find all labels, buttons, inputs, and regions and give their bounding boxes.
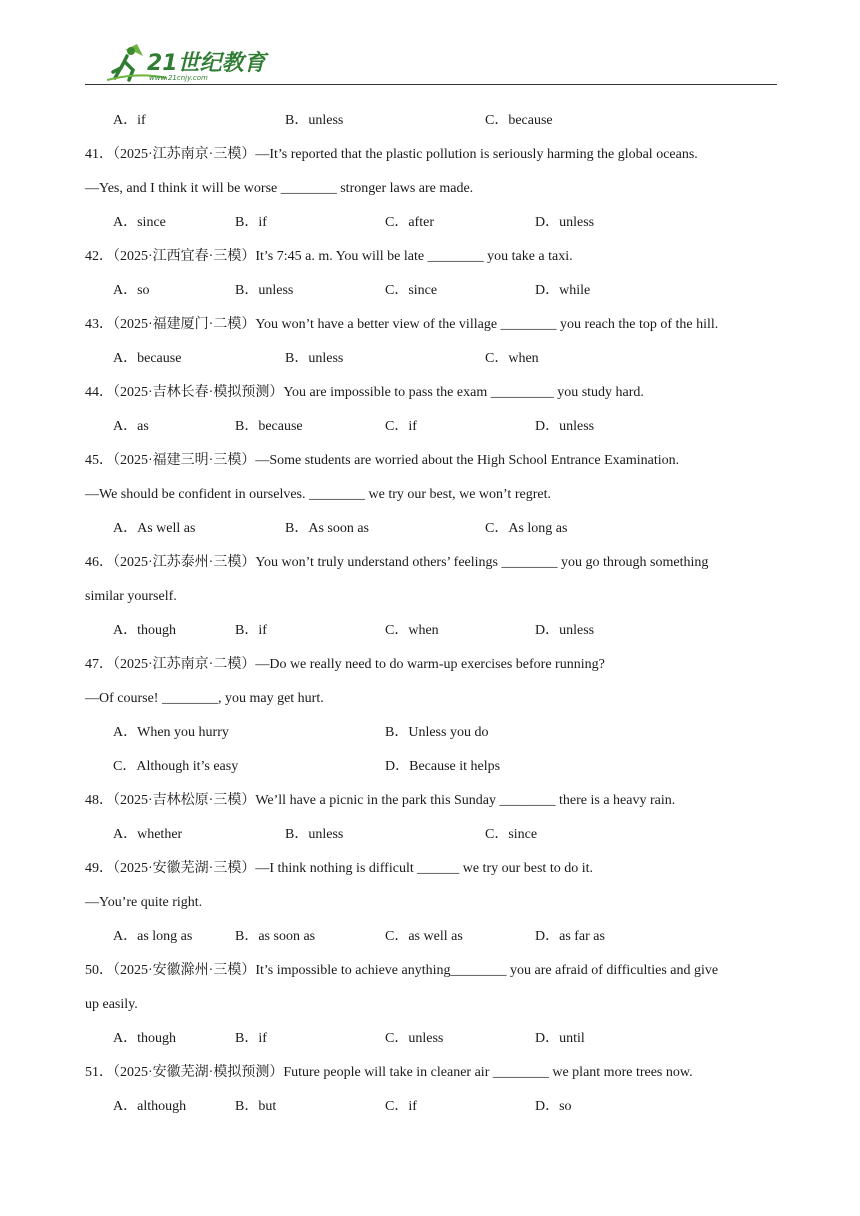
question-stem: 49．（2025·安徽芜湖·三模）—I think nothing is difficult ______ we try our best to do it.: [85, 861, 593, 876]
option-a[interactable]: A．although: [113, 1099, 187, 1114]
question-stem-continued: similar yourself.: [85, 589, 177, 604]
option-c[interactable]: C．since: [385, 283, 438, 298]
options-row: [85, 1094, 785, 1128]
question-stem: 43．（2025·福建厦门·二模）You won’t have a better view of the village ________ you reach the top of the hill.: [85, 317, 719, 332]
options-row: [85, 108, 785, 142]
option-c[interactable]: C．after: [385, 215, 434, 230]
svg-text:www.21cnjy.com: www.21cnjy.com: [149, 74, 208, 82]
option-a[interactable]: A．so: [113, 283, 150, 298]
option-d[interactable]: D．so: [535, 1099, 572, 1114]
page-header: [85, 42, 777, 88]
options-row: [85, 618, 785, 652]
question-stem-continued: —We should be confident in ourselves. ________ we try our best, we won’t regret.: [85, 487, 551, 502]
option-a[interactable]: A．whether: [113, 827, 183, 842]
question-list: [85, 108, 785, 1128]
option-c[interactable]: C．As long as: [485, 521, 568, 536]
option-c[interactable]: C．Although it’s easy: [113, 759, 239, 774]
options-row: [85, 210, 785, 244]
option-b[interactable]: B．if: [235, 215, 267, 230]
options-row: [85, 924, 785, 958]
question-stem: 51．（2025·安徽芜湖·模拟预测）Future people will take in cleaner air ________ we plant more trees now.: [85, 1065, 693, 1080]
options-row: [85, 414, 785, 448]
option-c[interactable]: C．if: [385, 419, 417, 434]
question-stem: 42．（2025·江西宜春·三模）It’s 7:45 a. m. You will be late ________ you take a taxi.: [85, 249, 573, 264]
option-d[interactable]: D．while: [535, 283, 591, 298]
option-d[interactable]: D．unless: [535, 623, 595, 638]
options-row: [85, 1026, 785, 1060]
question-stem: 46．（2025·江苏泰州·三模）You won’t truly understand others’ feelings ________ you go through something: [85, 555, 709, 570]
option-a[interactable]: A．since: [113, 215, 166, 230]
option-c[interactable]: C．as well as: [385, 929, 463, 944]
option-b[interactable]: B．as soon as: [235, 929, 316, 944]
option-b[interactable]: B．if: [235, 1031, 267, 1046]
question-stem-continued: —Yes, and I think it will be worse ________ stronger laws are made.: [85, 181, 474, 196]
option-b[interactable]: B．unless: [285, 827, 344, 842]
option-a[interactable]: A．As well as: [113, 521, 196, 536]
option-b[interactable]: B．because: [235, 419, 303, 434]
option-b[interactable]: B．but: [235, 1099, 277, 1114]
option-b[interactable]: B．As soon as: [285, 521, 370, 536]
option-b[interactable]: B．unless: [285, 351, 344, 366]
question-stem-continued: —Of course! ________, you may get hurt.: [85, 691, 324, 706]
question-stem: 41．（2025·江苏南京·三模）—It’s reported that the plastic pollution is seriously harming the global oceans.: [85, 147, 698, 162]
options-row: [85, 754, 785, 788]
options-row: [85, 720, 785, 754]
option-b[interactable]: B．Unless you do: [385, 725, 489, 740]
option-d[interactable]: D．unless: [535, 419, 595, 434]
svg-text:21世纪教育: 21世纪教育: [147, 51, 266, 76]
option-a[interactable]: A．as long as: [113, 929, 193, 944]
header-divider: [85, 84, 777, 85]
question-stem: 48．（2025·吉林松原·三模）We’ll have a picnic in the park this Sunday ________ there is a heavy rain.: [85, 793, 676, 808]
question-stem: 47．（2025·江苏南京·二模）—Do we really need to do warm-up exercises before running?: [85, 657, 605, 672]
question-stem: 50．（2025·安徽滁州·三模）It’s impossible to achieve anything________ you are afraid of difficulties and give: [85, 963, 719, 978]
option-a[interactable]: A．because: [113, 351, 182, 366]
options-row: [85, 822, 785, 856]
option-c[interactable]: C．if: [385, 1099, 417, 1114]
question-stem: 44．（2025·吉林长春·模拟预测）You are impossible to pass the exam _________ you study hard.: [85, 385, 644, 400]
option-c[interactable]: C．when: [485, 351, 539, 366]
option-d[interactable]: D．as far as: [535, 929, 605, 944]
option-d[interactable]: D．until: [535, 1031, 585, 1046]
options-row: [85, 278, 785, 312]
option-c[interactable]: C．unless: [385, 1031, 444, 1046]
option-a[interactable]: A．though: [113, 623, 176, 638]
logo-graphic: [107, 42, 287, 84]
option-a[interactable]: A．as: [113, 419, 149, 434]
option-a[interactable]: A．if: [113, 113, 146, 128]
option-d[interactable]: D．Because it helps: [385, 759, 501, 774]
option-b[interactable]: B．if: [235, 623, 267, 638]
option-c[interactable]: C．when: [385, 623, 439, 638]
option-d[interactable]: D．unless: [535, 215, 595, 230]
option-c[interactable]: C．because: [485, 113, 553, 128]
option-a[interactable]: A．though: [113, 1031, 176, 1046]
question-stem: 45．（2025·福建三明·三模）—Some students are worried about the High School Entrance Examination.: [85, 453, 680, 468]
option-b[interactable]: B．unless: [285, 113, 344, 128]
option-c[interactable]: C．since: [485, 827, 538, 842]
logo: [107, 42, 287, 84]
question-stem-continued: —You’re quite right.: [85, 895, 203, 910]
options-row: [85, 516, 785, 550]
option-b[interactable]: B．unless: [235, 283, 294, 298]
question-stem-continued: up easily.: [85, 997, 138, 1012]
options-row: [85, 346, 785, 380]
option-a[interactable]: A．When you hurry: [113, 725, 229, 740]
